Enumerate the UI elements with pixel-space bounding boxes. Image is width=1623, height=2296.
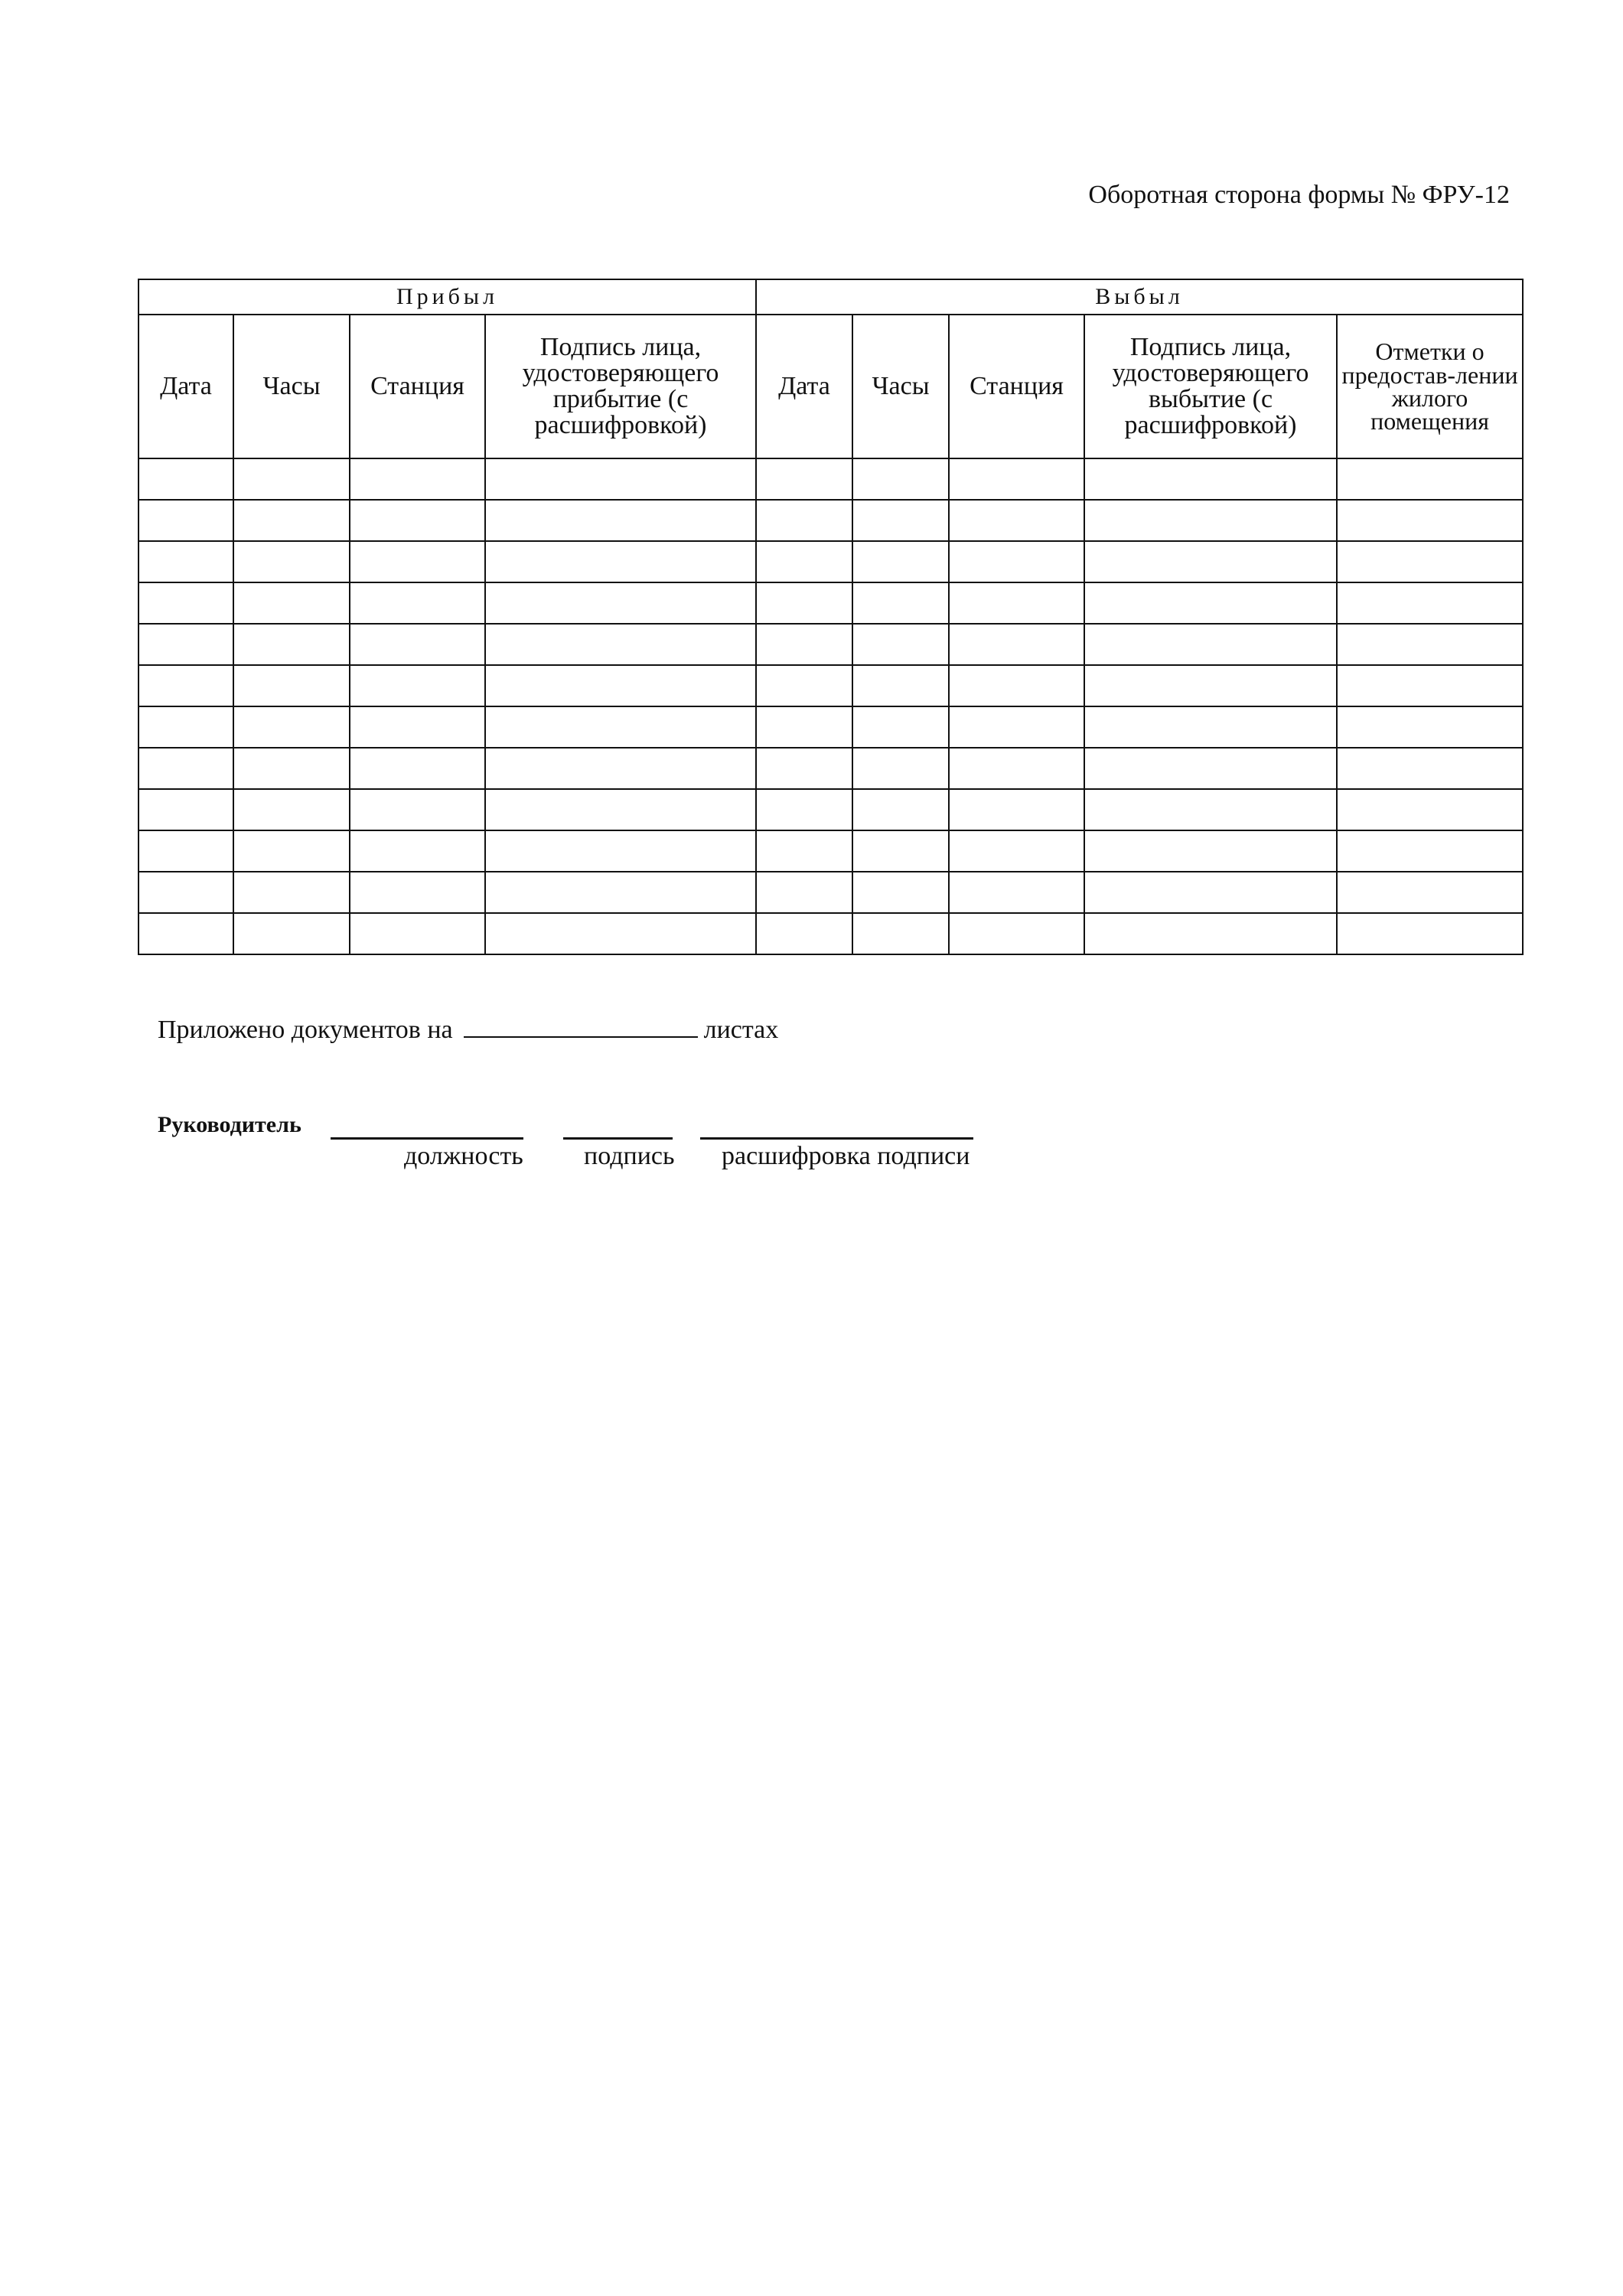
table-cell[interactable]: [139, 624, 233, 665]
table-cell[interactable]: [1084, 913, 1337, 954]
col-arrival-hours: Часы: [233, 315, 350, 458]
table-cell[interactable]: [756, 706, 852, 748]
table-cell[interactable]: [485, 706, 756, 748]
table-cell[interactable]: [485, 872, 756, 913]
table-cell[interactable]: [1084, 789, 1337, 830]
table-cell[interactable]: [852, 665, 949, 706]
attached-prefix: Приложено документов на: [158, 1016, 453, 1044]
table-cell[interactable]: [1084, 665, 1337, 706]
table-cell[interactable]: [1337, 706, 1523, 748]
registration-table: [138, 279, 1524, 955]
caption-position: должность: [404, 1142, 523, 1170]
table-cell[interactable]: [1084, 624, 1337, 665]
table-cell[interactable]: [233, 582, 350, 624]
table-cell[interactable]: [485, 789, 756, 830]
table-row: [139, 706, 1523, 748]
table-cell[interactable]: [949, 458, 1084, 500]
table-cell[interactable]: [756, 913, 852, 954]
col-departure-date: Дата: [756, 315, 852, 458]
table-cell[interactable]: [139, 582, 233, 624]
table-cell[interactable]: [1084, 872, 1337, 913]
table-cell[interactable]: [949, 500, 1084, 541]
col-departure-signature: Подпись лица, удостоверяющего выбытие (с расшифровкой): [1084, 315, 1337, 458]
col-arrival-signature: Подпись лица, удостоверяющего прибытие (с расшифровкой): [485, 315, 756, 458]
table-cell[interactable]: [350, 913, 485, 954]
table-cell[interactable]: [756, 500, 852, 541]
table-cell[interactable]: [949, 706, 1084, 748]
table-cell[interactable]: [139, 872, 233, 913]
table-cell[interactable]: [350, 458, 485, 500]
table-cell[interactable]: [1337, 913, 1523, 954]
table-cell[interactable]: [350, 541, 485, 582]
table-cell[interactable]: [1337, 872, 1523, 913]
table-cell[interactable]: [1084, 748, 1337, 789]
table-row: [139, 872, 1523, 913]
table-cell[interactable]: [756, 582, 852, 624]
table-row: [139, 582, 1523, 624]
table-row: [139, 913, 1523, 954]
table-cell[interactable]: [852, 872, 949, 913]
table-cell[interactable]: [233, 872, 350, 913]
table-cell[interactable]: [485, 582, 756, 624]
table-cell[interactable]: [139, 500, 233, 541]
caption-decoding: расшифровка подписи: [722, 1142, 970, 1170]
table-cell[interactable]: [949, 665, 1084, 706]
table-cell[interactable]: [1337, 624, 1523, 665]
table-cell[interactable]: [756, 541, 852, 582]
table-cell[interactable]: [852, 748, 949, 789]
table-cell[interactable]: [949, 872, 1084, 913]
table-cell[interactable]: [949, 582, 1084, 624]
table-cell[interactable]: [485, 748, 756, 789]
col-departure-station: Станция: [949, 315, 1084, 458]
table-cell[interactable]: [949, 748, 1084, 789]
group-departed: Выбыл: [756, 279, 1523, 315]
table-cell[interactable]: [233, 748, 350, 789]
table-cell[interactable]: [1337, 748, 1523, 789]
table-cell[interactable]: [485, 458, 756, 500]
sheet-count-field[interactable]: [464, 1015, 698, 1038]
table-cell[interactable]: [852, 458, 949, 500]
table-cell[interactable]: [350, 665, 485, 706]
form-reference: Оборотная сторона формы № ФРУ-12: [1088, 181, 1510, 209]
table-cell[interactable]: [233, 665, 350, 706]
table-cell[interactable]: [233, 458, 350, 500]
table-row: [139, 830, 1523, 872]
table-cell[interactable]: [1337, 458, 1523, 500]
table-cell[interactable]: [139, 458, 233, 500]
table-cell[interactable]: [139, 748, 233, 789]
table-cell[interactable]: [756, 789, 852, 830]
table-cell[interactable]: [485, 913, 756, 954]
table-cell[interactable]: [1337, 789, 1523, 830]
table-cell[interactable]: [350, 500, 485, 541]
col-arrival-date: Дата: [139, 315, 233, 458]
group-arrived: Прибыл: [139, 279, 756, 315]
table-cell[interactable]: [756, 624, 852, 665]
decoding-field[interactable]: [700, 1137, 973, 1140]
table-cell[interactable]: [949, 624, 1084, 665]
col-arrival-station: Станция: [350, 315, 485, 458]
table-cell[interactable]: [949, 913, 1084, 954]
table-cell[interactable]: [139, 789, 233, 830]
table-cell[interactable]: [949, 541, 1084, 582]
table-cell[interactable]: [350, 624, 485, 665]
table-row: [139, 665, 1523, 706]
table-row: [139, 624, 1523, 665]
table-row: [139, 541, 1523, 582]
head-label: Руководитель: [158, 1112, 301, 1137]
table-cell[interactable]: [139, 541, 233, 582]
table-cell[interactable]: [139, 665, 233, 706]
table-cell[interactable]: [756, 830, 852, 872]
table-cell[interactable]: [350, 748, 485, 789]
table-cell[interactable]: [1337, 665, 1523, 706]
table-cell[interactable]: [852, 541, 949, 582]
caption-signature: подпись: [584, 1142, 675, 1170]
table-cell[interactable]: [485, 830, 756, 872]
table-cell[interactable]: [233, 913, 350, 954]
table-cell[interactable]: [350, 830, 485, 872]
table-cell[interactable]: [350, 706, 485, 748]
table-row: [139, 748, 1523, 789]
table-cell[interactable]: [1084, 541, 1337, 582]
table-cell[interactable]: [485, 500, 756, 541]
table-cell[interactable]: [1084, 458, 1337, 500]
table-cell[interactable]: [852, 500, 949, 541]
table-cell[interactable]: [756, 748, 852, 789]
table-cell[interactable]: [233, 830, 350, 872]
table-cell[interactable]: [139, 830, 233, 872]
table-cell[interactable]: [233, 624, 350, 665]
table-cell[interactable]: [1084, 500, 1337, 541]
table-cell[interactable]: [1084, 582, 1337, 624]
table-cell[interactable]: [1337, 500, 1523, 541]
column-header-row: [139, 315, 1523, 458]
table-cell[interactable]: [139, 913, 233, 954]
table-cell[interactable]: [949, 789, 1084, 830]
table-cell[interactable]: [852, 624, 949, 665]
signature-field[interactable]: [563, 1137, 673, 1140]
table-row: [139, 789, 1523, 830]
attached-suffix: листах: [703, 1016, 779, 1044]
table-cell[interactable]: [350, 789, 485, 830]
attached-documents-line: [158, 1015, 778, 1045]
group-header-row: [139, 279, 1523, 315]
table-cell[interactable]: [350, 872, 485, 913]
table-cell[interactable]: [852, 830, 949, 872]
table-cell[interactable]: [233, 706, 350, 748]
table-cell[interactable]: [485, 665, 756, 706]
table-cell[interactable]: [350, 582, 485, 624]
table-cell[interactable]: [1337, 541, 1523, 582]
col-departure-hours: Часы: [852, 315, 949, 458]
position-field[interactable]: [331, 1137, 523, 1140]
table-cell[interactable]: [1337, 830, 1523, 872]
table-cell[interactable]: [233, 789, 350, 830]
table-cell[interactable]: [485, 541, 756, 582]
table-cell[interactable]: [852, 582, 949, 624]
col-housing-marks: Отметки о предостав-лении жилого помещения: [1337, 315, 1523, 458]
table-cell[interactable]: [485, 624, 756, 665]
table-cell[interactable]: [756, 458, 852, 500]
table-row: [139, 458, 1523, 500]
table-cell[interactable]: [852, 913, 949, 954]
table-cell[interactable]: [852, 706, 949, 748]
table-cell[interactable]: [1337, 582, 1523, 624]
table-cell[interactable]: [852, 789, 949, 830]
table-cell[interactable]: [233, 500, 350, 541]
table-cell[interactable]: [233, 541, 350, 582]
table-cell[interactable]: [756, 872, 852, 913]
table-cell[interactable]: [139, 706, 233, 748]
table-cell[interactable]: [949, 830, 1084, 872]
table-cell[interactable]: [756, 665, 852, 706]
table-row: [139, 500, 1523, 541]
table-cell[interactable]: [1084, 706, 1337, 748]
table-cell[interactable]: [1084, 830, 1337, 872]
table-body: [139, 458, 1523, 954]
